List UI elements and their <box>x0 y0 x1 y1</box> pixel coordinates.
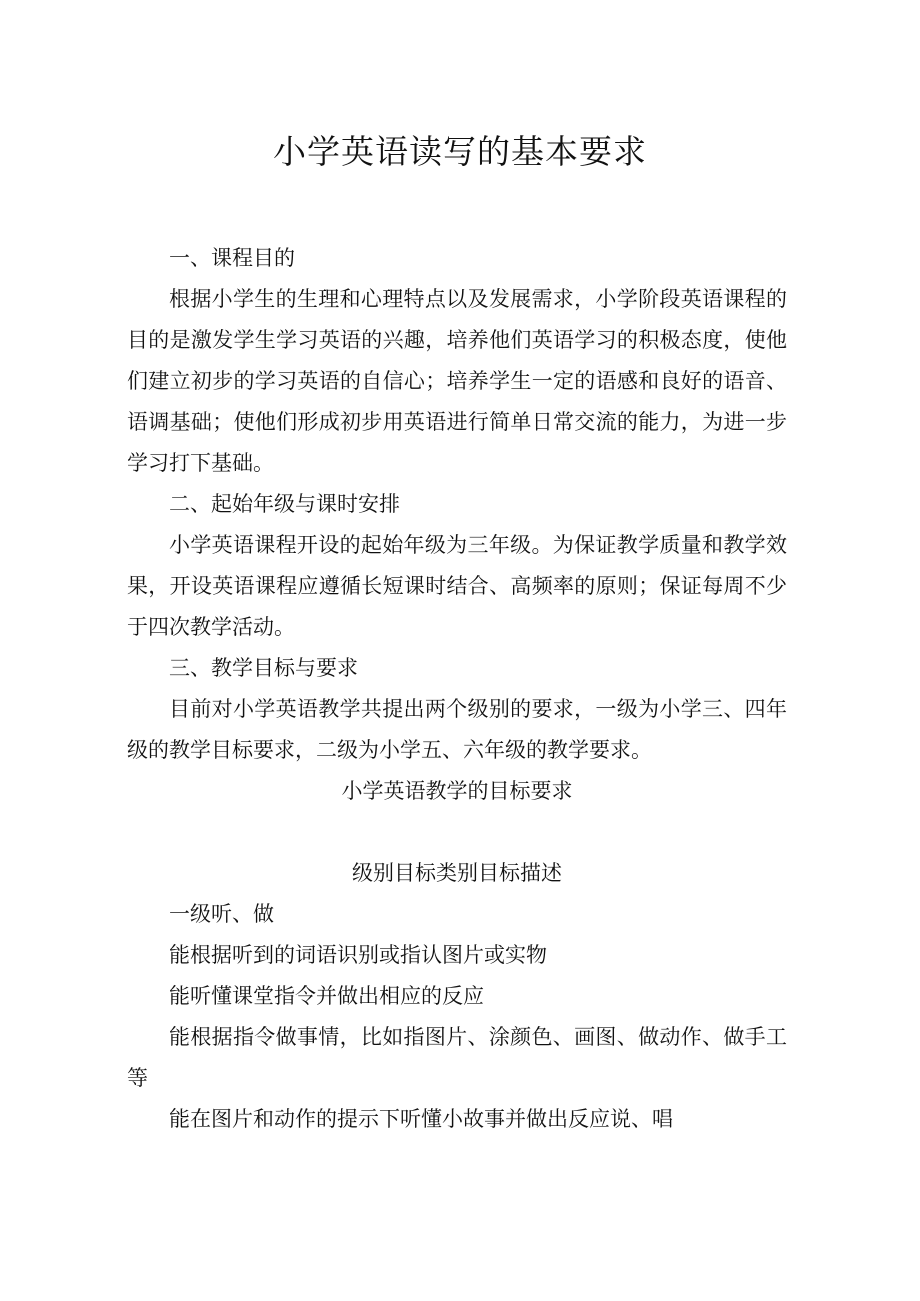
list-item: 能根据指令做事情，比如指图片、涂颜色、画图、做动作、做手工等 <box>127 1025 787 1090</box>
paragraph-grade-schedule: 小学英语课程开设的起始年级为三年级。为保证教学质量和教学效果，开设英语课程应遵循长短课时结合、高频率的原则；保证每周不少于四次教学活动。 <box>127 533 787 639</box>
list-item: 能在图片和动作的提示下听懂小故事并做出反应说、唱 <box>169 1107 673 1131</box>
document-title: 小学英语读写的基本要求 <box>273 132 647 171</box>
list-item: 能根据听到的词语识别或指认图片或实物 <box>169 943 547 967</box>
level-line: 一级听、做 <box>169 902 274 926</box>
spacer <box>127 812 787 853</box>
paragraph-course-purpose: 根据小学生的生理和心理特点以及发展需求，小学阶段英语课程的目的是激发学生学习英语的兴趣，培养他们英语学习的积极态度，使他们建立初步的学习英语的自信心；培养学生一定的语感和良好的语音、语调基础；使他们形成初步用英语进行简单日常交流的能力，为进一步学习打下基础。 <box>127 287 787 475</box>
table-header: 级别目标类别目标描述 <box>352 861 562 885</box>
section-heading-course-purpose: 一、课程目的 <box>169 246 295 270</box>
document-body <box>127 238 787 1140</box>
list-item: 能听懂课堂指令并做出相应的反应 <box>169 984 484 1008</box>
table-caption: 小学英语教学的目标要求 <box>341 779 573 803</box>
section-heading-grade-schedule: 二、起始年级与课时安排 <box>169 492 400 516</box>
paragraph-teaching-goals: 目前对小学英语教学共提出两个级别的要求，一级为小学三、四年级的教学目标要求，二级为小学五、六年级的教学要求。 <box>127 697 787 762</box>
section-heading-teaching-goals: 三、教学目标与要求 <box>169 656 358 680</box>
